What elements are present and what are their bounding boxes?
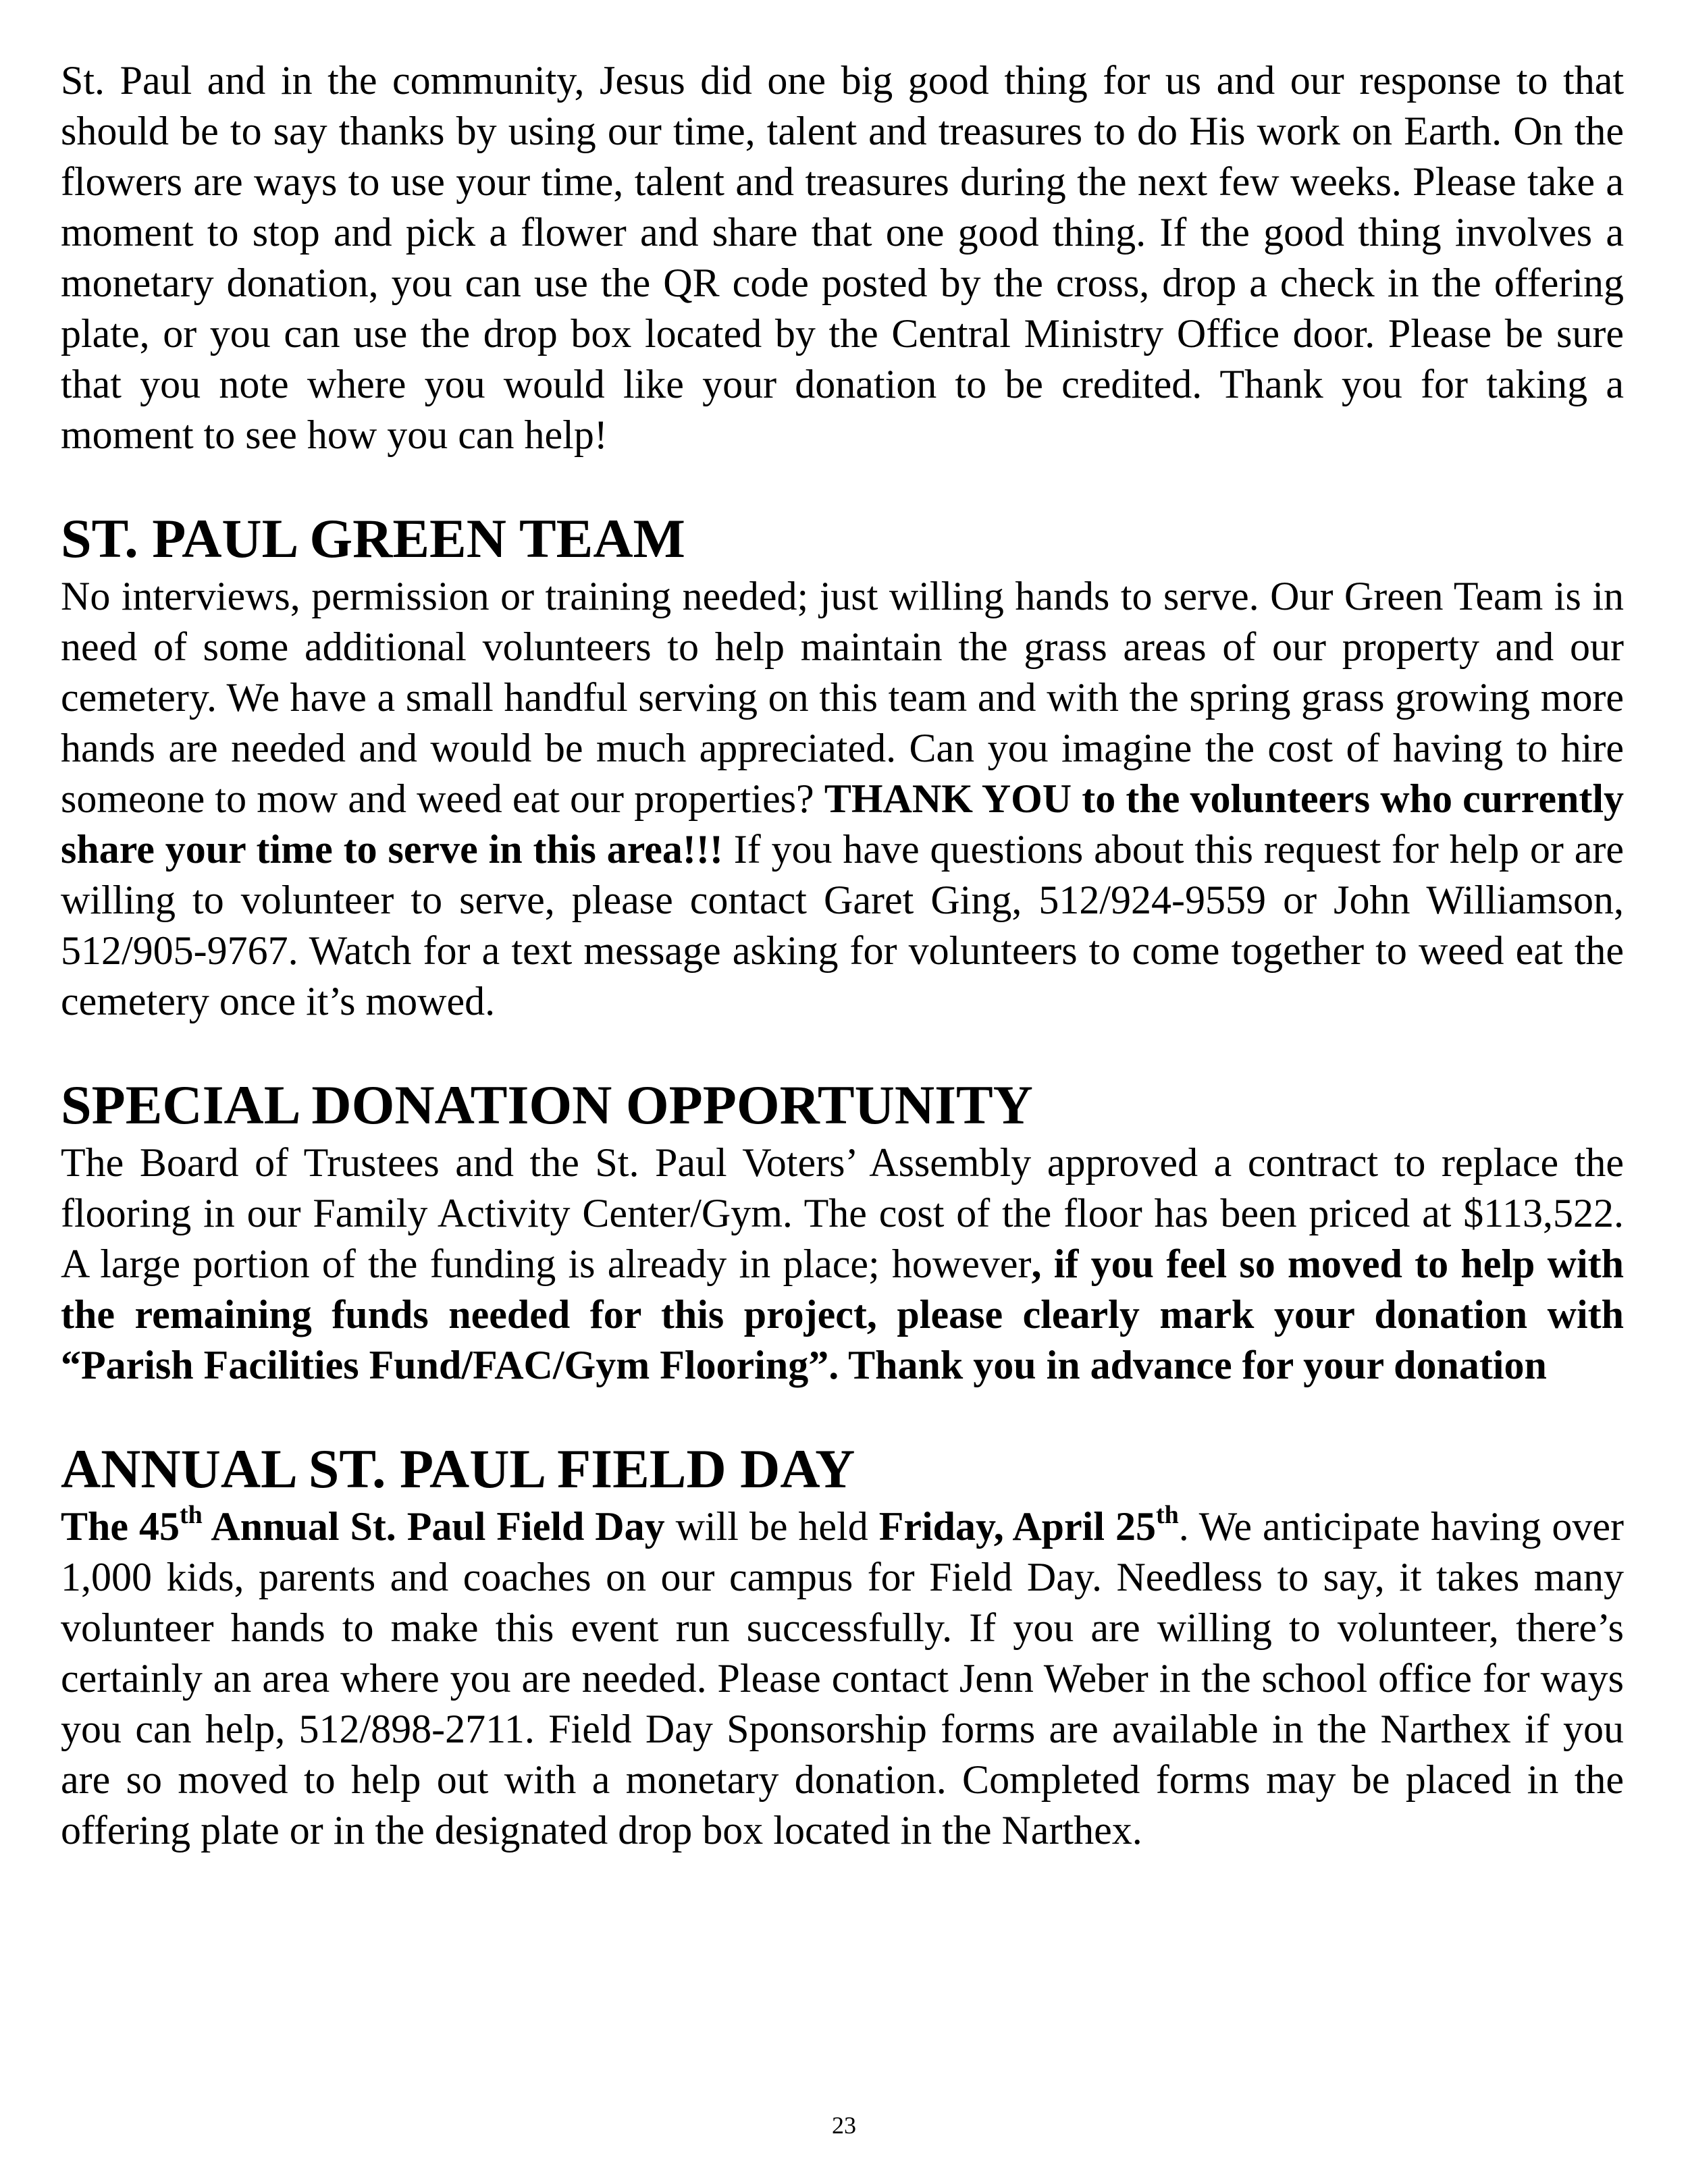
field-day-the: The 45: [61, 1504, 180, 1549]
donation-text-1: The Board of Trustees and the St. Paul Voters’ Assembly approved a contract to replace the flooring in our Family Activity Center/Gym. The cost of the floor has been priced at $113,522. A large portion of the funding is already in place; however: [61, 1140, 1624, 1286]
page-number: 23: [832, 2112, 856, 2139]
section-gap: [61, 460, 1624, 506]
section-gap: [61, 1391, 1624, 1437]
green-team-text-2: If you have questions about this request for help or are willing to volunteer to serve, please contact Garet Ging, 512/924-9559 or John Williamson, 512/905-9767. Watch for a text message asking for volunteers to come together to weed eat the cemetery once it’s mowed.: [61, 827, 1624, 1023]
green-team-text-1: No interviews, permission or training needed; just willing hands to serve. Our Green Team is in need of some additional volunteers to help maintain the grass areas of our property and our cemetery. We have a small handful serving on this team and with the spring grass growing more hands are needed and would be much appreciated. Can you imagine the cost of having to hire someone to mow and weed eat our properties?: [61, 574, 1624, 821]
intro-text: St. Paul and in the community, Jesus did one big good thing for us and our response to that should be to say thanks by using our time, talent and treasures to do His work on Earth. On the flowers are ways to use your time, talent and treasures during the next few weeks. Please take a moment to stop and pick a flower and share that one good thing. If the good thing involves a monetary donation, you can use the QR code posted by the cross, drop a check in the offering plate, or you can use the drop box located by the Central Ministry Office door. Please be sure that you note where you would like your donation to be credited. Thank you for taking a moment to see how you can help!: [61, 58, 1624, 457]
field-day-paragraph: [61, 1501, 1624, 1856]
field-day-date: Friday, April 25: [878, 1504, 1156, 1549]
section-gap: [61, 1027, 1624, 1073]
field-day-text-rest: . We anticipate having over 1,000 kids, parents and coaches on our campus for Field Day. Needless to say, it takes many volunteer hands to make this event run successfully. If you are willing to volunteer, there’s certainly an area where you are needed. Please contact Jenn Weber in the school office for ways you can help, 512/898-2711. Field Day Sponsorship forms are available in the Narthex if you are so moved to help out with a monetary donation. Completed forms may be placed in the offering plate or in the designated drop box located in the Narthex.: [61, 1504, 1625, 1853]
field-day-ordinal-2: th: [1155, 1501, 1179, 1529]
intro-paragraph: [61, 55, 1624, 460]
donation-heading: SPECIAL DONATION OPPORTUNITY: [61, 1074, 1033, 1136]
field-day-ordinal-1: th: [179, 1501, 203, 1529]
green-team-thanks: THANK YOU to the volunteers who currently share your time to serve in this area!!!: [61, 776, 1624, 872]
bulletin-page: [61, 55, 1624, 1856]
green-team-heading: ST. PAUL GREEN TEAM: [61, 508, 685, 569]
field-day-event-name: Annual St. Paul Field Day: [202, 1504, 665, 1549]
field-day-held: will be held: [664, 1504, 879, 1549]
field-day-heading: ANNUAL ST. PAUL FIELD DAY: [61, 1438, 855, 1499]
green-team-paragraph: [61, 571, 1624, 1027]
donation-bold-text: , if you feel so moved to help with the remaining funds needed for this project, please clearly mark your donation with “Parish Facilities Fund/FAC/Gym Flooring”. Thank you in advance for your donation: [61, 1242, 1624, 1387]
donation-paragraph: [61, 1138, 1624, 1391]
